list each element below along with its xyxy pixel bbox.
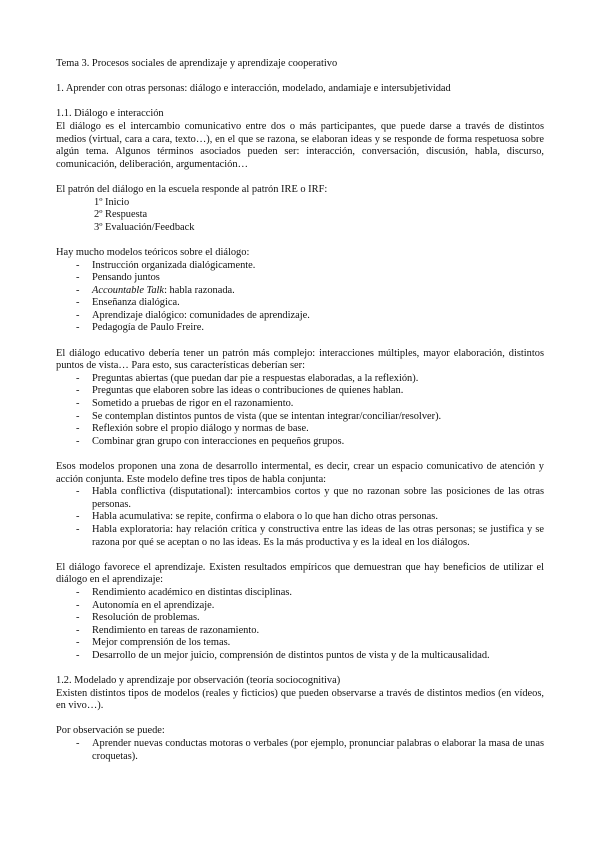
models-list [56, 260, 544, 336]
document-page [56, 58, 544, 763]
list-item: - Pedagogía de Paulo Freire. [56, 322, 544, 335]
list-item: - Habla exploratoria: hay relación crítica y constructiva entre las ideas de las otras personas; se justifica y se razona por qué se aceptan o no las ideas. Es la más productiva y es la ideal en los diálogos. [56, 524, 544, 549]
intermental-zone-intro: Esos modelos proponen una zona de desarrollo intermental, es decir, crear un espacio comunicativo de atención y acción conjunta. Este modelo define tres tipos de habla conjunta: [56, 461, 544, 485]
list-item: - Preguntas que elaboren sobre las ideas o contribuciones de quienes hablan. [56, 385, 544, 398]
section-1-1-heading: 1.1. Diálogo e interacción [56, 108, 164, 120]
talk-types-list [56, 486, 544, 549]
observation-intro: Por observación se puede: [56, 725, 165, 737]
ire-steps-list [56, 197, 544, 235]
list-item [56, 285, 544, 298]
ire-intro: El patrón del diálogo en la escuela responde al patrón IRE o IRF: [56, 183, 328, 195]
list-item: - Reflexión sobre el propio diálogo y normas de base. [56, 423, 544, 436]
list-item: - Preguntas abiertas (que puedan dar pie a respuestas elaboradas, a la reflexión). [56, 373, 544, 386]
list-item: - Rendimiento académico en distintas disciplinas. [56, 587, 544, 600]
characteristics-list [56, 373, 544, 449]
complex-pattern-intro: El diálogo educativo debería tener un patrón más complejo: interacciones múltiples, mayor elaboración, distintos puntos de vista… Para esto, sus características deberían ser: [56, 347, 544, 372]
list-item: - Instrucción organizada dialógicamente. [56, 260, 544, 273]
list-item: - Combinar gran grupo con interacciones en pequeños grupos. [56, 436, 544, 449]
list-item: - Autonomía en el aprendizaje. [56, 600, 544, 613]
ire-step: 3º Evaluación/Feedback [94, 221, 195, 233]
list-item: - Mejor comprensión de los temas. [56, 637, 544, 650]
accountable-talk-desc: : habla razonada. [164, 284, 235, 296]
list-item: - Rendimiento en tareas de razonamiento. [56, 625, 544, 638]
document-title: Tema 3. Procesos sociales de aprendizaje y aprendizaje cooperativo [56, 58, 338, 69]
list-item: - Aprender nuevas conductas motoras o verbales (por ejemplo, pronunciar palabras o elaborar la masa de unas croquetas). [56, 738, 544, 763]
dialogue-definition: El diálogo es el intercambio comunicativo entre dos o más participantes, que puede darse a través de distintos medios (virtual, cara a cara, texto…), en el que se razona, se elaboran ideas y se responde de forma respetuosa sobre algún tema. Algunos términos asociados pueden ser: interacción, conversación, discusión, habla, discurso, comunicación, deliberación, argumentación… [56, 120, 544, 170]
observation-list [56, 738, 544, 763]
list-item: - Aprendizaje dialógico: comunidades de aprendizaje. [56, 310, 544, 323]
section-1-heading: 1. Aprender con otras personas: diálogo e interacción, modelado, andamiaje e intersubjetividad [56, 83, 451, 95]
section-1-2-heading: 1.2. Modelado y aprendizaje por observación (teoría sociocognitiva) [56, 675, 341, 687]
list-item: - Pensando juntos [56, 272, 544, 285]
list-item: - Resolución de problemas. [56, 612, 544, 625]
benefits-intro: El diálogo favorece el aprendizaje. Existen resultados empíricos que demuestran que hay beneficios de utilizar el diálogo en el aprendizaje: [56, 561, 544, 586]
ire-step: 1º Inicio [94, 196, 130, 208]
ire-step: 2º Respuesta [94, 209, 148, 221]
models-intro: Hay mucho modelos teóricos sobre el diálogo: [56, 246, 250, 258]
accountable-talk-term: Accountable Talk [92, 284, 165, 296]
list-item: - Enseñanza dialógica. [56, 297, 544, 310]
list-item: - Habla acumulativa: se repite, confirma o elabora o lo que han dicho otras personas. [56, 511, 544, 524]
benefits-list [56, 587, 544, 663]
models-types-intro: Existen distintos tipos de modelos (reales y ficticios) que pueden observarse a través de distintos medios (en vídeos, en vivo…). [56, 687, 544, 712]
list-item: - Se contemplan distintos puntos de vista (que se intentan integrar/conciliar/resolver). [56, 411, 544, 424]
list-item: - Desarrollo de un mejor juicio, comprensión de distintos puntos de vista y de la multicausalidad. [56, 650, 544, 663]
list-item: - Sometido a pruebas de rigor en el razonamiento. [56, 398, 544, 411]
list-item: - Habla conflictiva (disputational): intercambios cortos y que no razonan sobre las posiciones de las otras personas. [56, 486, 544, 511]
